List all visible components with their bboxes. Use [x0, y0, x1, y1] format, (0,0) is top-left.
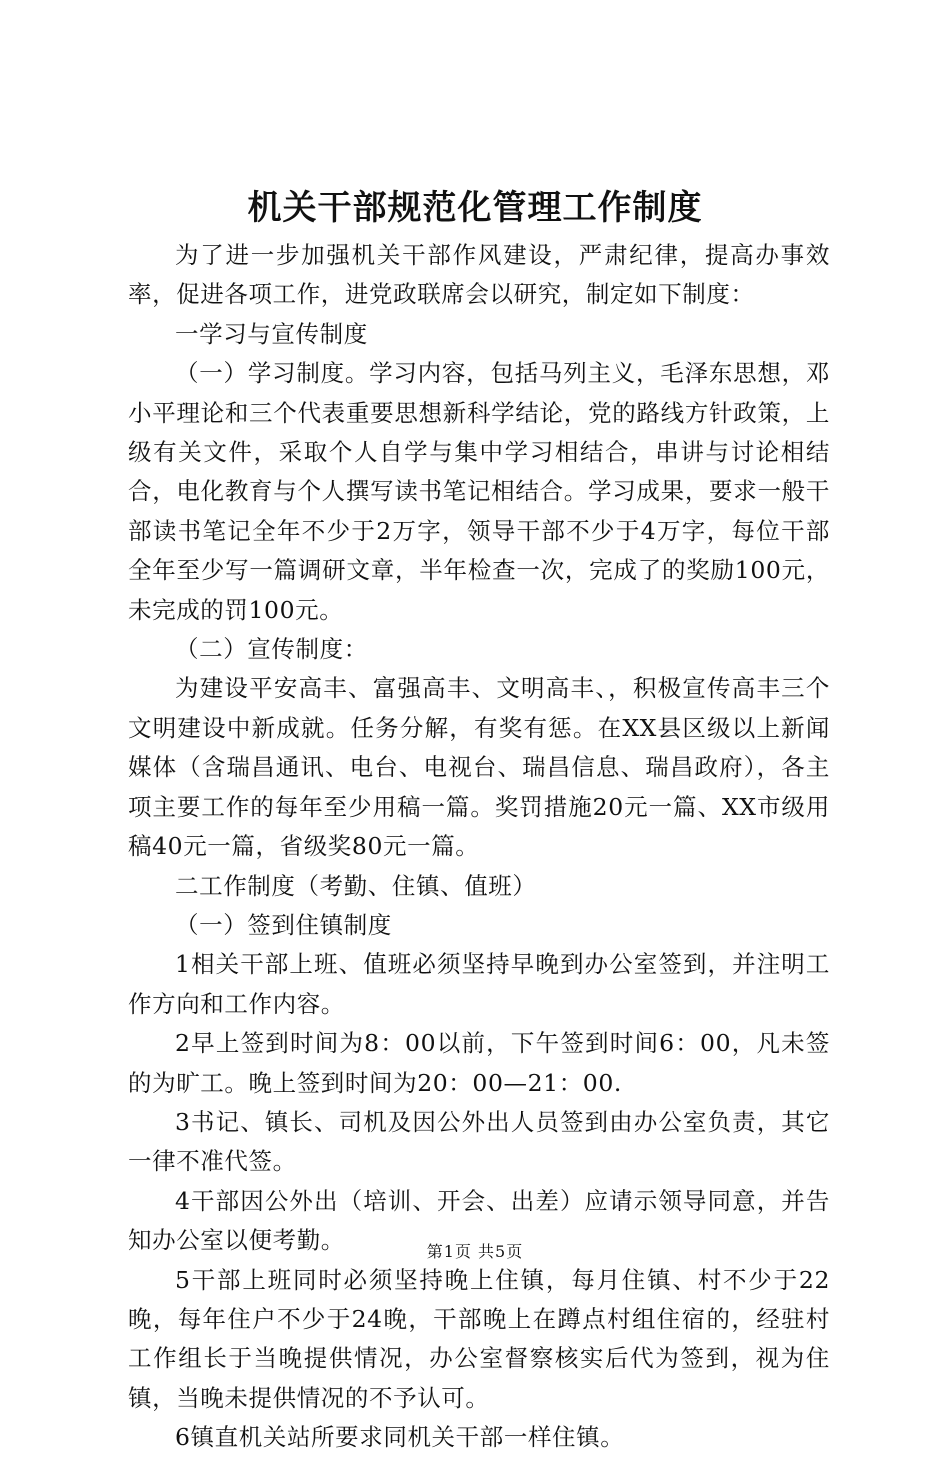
rule-item-5: 5干部上班同时必须坚持晚上住镇，每月住镇、村不少于22晚，每年住户不少于24晚，干部晚上在蹲点村组住宿的，经驻村工作组长于当晚提供情况，办公室督察核实后代为签到，视为住镇，当晚未提供情况的不予认可。: [128, 1265, 830, 1412]
document-title: 机关干部规范化管理工作制度: [247, 188, 703, 228]
paragraph-publicity-system: 为建设平安高丰、富强高丰、文明高丰、，积极宣传高丰三个文明建设中新成就。任务分解，有奖有惩。在XX县区级以上新闻媒体（含瑞昌通讯、电台、电视台、瑞昌信息、瑞昌政府），各主项主要工作的每年至少用稿一篇。奖罚措施20元一篇、XX市级用稿40元一篇，省级奖80元一篇。: [128, 674, 830, 861]
rule-item-3: 3书记、镇长、司机及因公外出人员签到由办公室负责，其它一律不准代签。: [128, 1107, 830, 1176]
document-body: [128, 236, 830, 1458]
page-number: 第1页 共5页: [426, 1242, 524, 1261]
paragraph-study-system: （一）学习制度。学习内容，包括马列主义，毛泽东思想，邓小平理论和三个代表重要思想新科学结论，党的路线方针政策，上级有关文件，采取个人自学与集中学习相结合，串讲与讨论相结合，电化教育与个人撰写读书笔记相结合。学习成果，要求一般干部读书笔记全年不少于2万字，领导干部不少于4万字，每位干部全年至少写一篇调研文章，半年检查一次，完成了的奖励100元，未完成的罚100元。: [128, 359, 830, 624]
heading-sign-in-system: （一）签到住镇制度: [175, 910, 392, 939]
heading-work-system: 二工作制度（考勤、住镇、值班）: [175, 871, 537, 900]
heading-study-publicity: 一学习与宣传制度: [175, 319, 368, 348]
rule-item-2: 2早上签到时间为8：00以前，下午签到时间6：00，凡未签的为旷工。晚上签到时间为20：00—21：00.: [128, 1029, 830, 1097]
paragraph-intro: 为了进一步加强机关干部作风建设，严肃纪律，提高办事效率，促进各项工作，进党政联席会以研究，制定如下制度：: [128, 241, 830, 309]
heading-publicity-system: （二）宣传制度：: [175, 635, 368, 664]
rule-item-1: 1相关干部上班、值班必须坚持早晚到办公室签到，并注明工作方向和工作内容。: [128, 950, 830, 1018]
rule-item-4: 4干部因公外出（培训、开会、出差）应请示领导同意，并告知办公室以便考勤。: [128, 1186, 830, 1255]
rule-item-6: 6镇直机关站所要求同机关干部一样住镇。: [175, 1423, 625, 1452]
